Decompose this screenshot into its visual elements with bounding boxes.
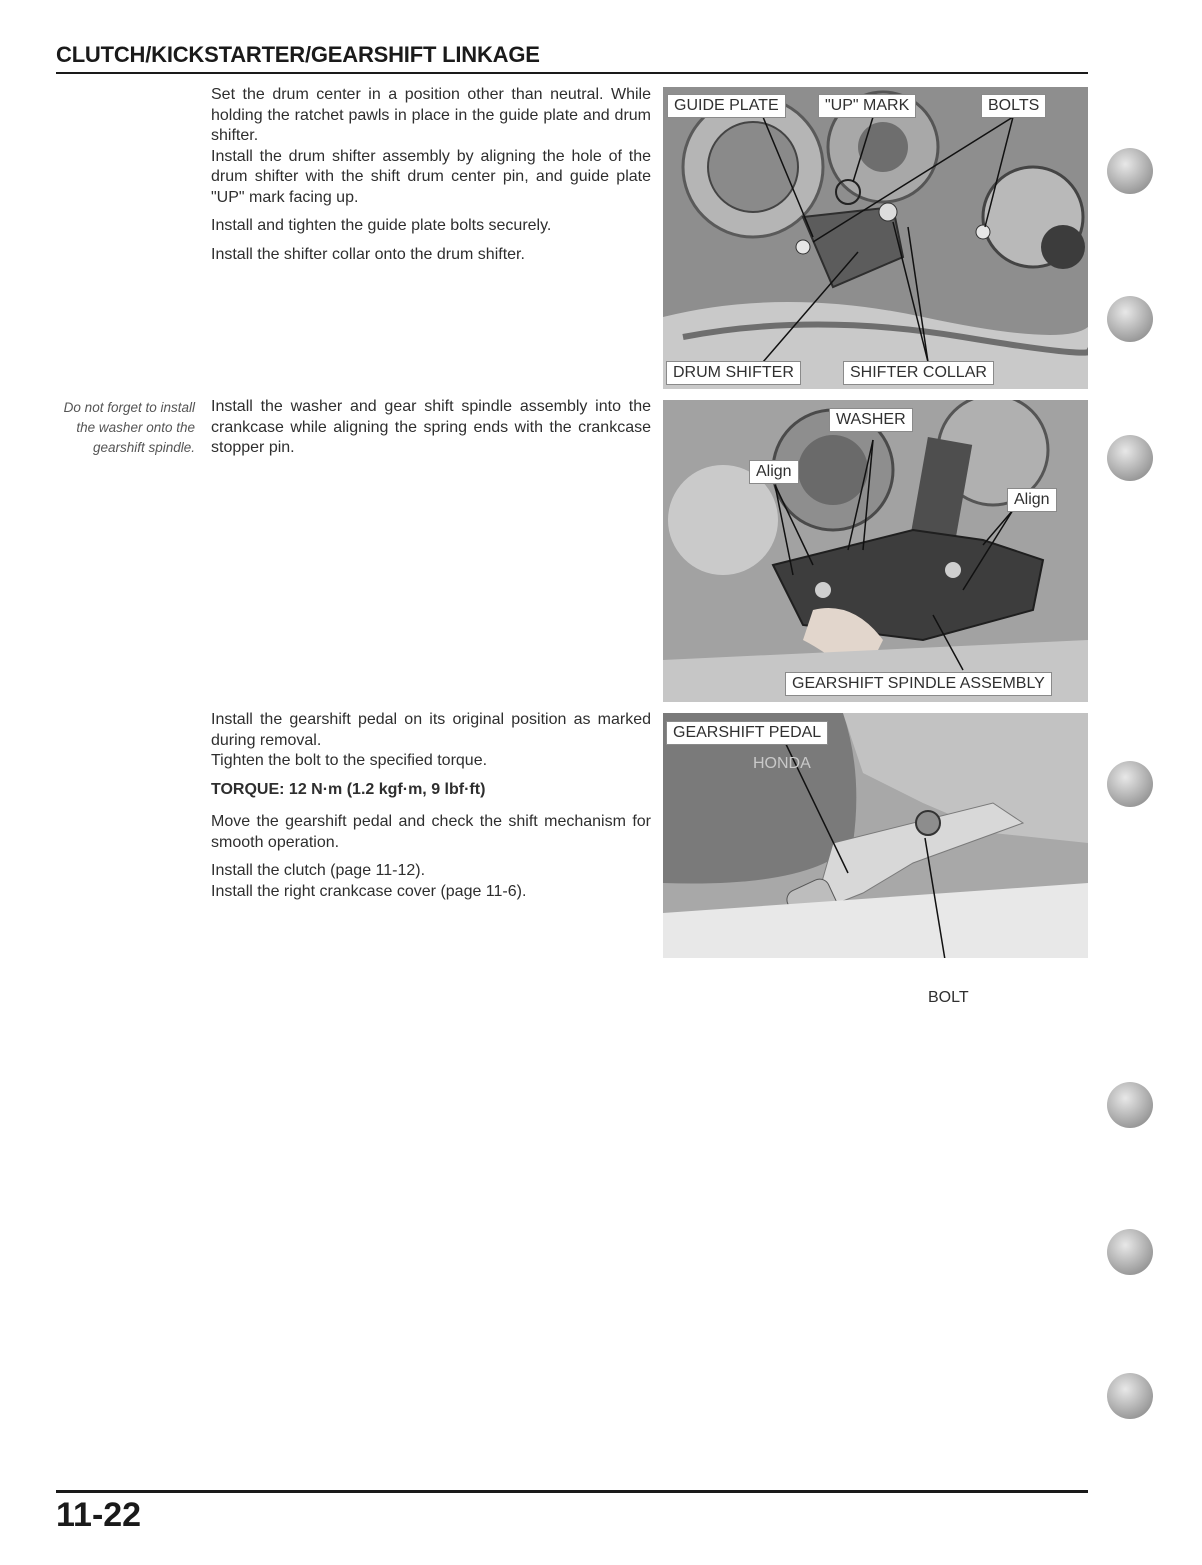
paragraph: Install the gearshift pedal on its original position as marked during removal. (211, 711, 651, 749)
paragraph: Install the washer and gear shift spindle assembly into the crankcase while aligning the spring ends with the crankcase stopper pin. (211, 398, 651, 456)
title-rule (56, 72, 1088, 74)
section-tab-marker (1107, 1373, 1153, 1419)
section-tab-marker (1107, 1082, 1153, 1128)
engine-photo-1 (663, 87, 1088, 389)
section-tab-marker (1107, 1229, 1153, 1275)
page-number: 11-22 (56, 1496, 142, 1534)
section-3-text (211, 710, 651, 910)
engine-photo-3 (663, 713, 1088, 958)
section-tab-marker (1107, 761, 1153, 807)
label-guide-plate: GUIDE PLATE (667, 94, 786, 118)
photo-drum-shifter (663, 87, 1088, 389)
paragraph: Install the drum shifter assembly by aligning the hole of the drum shifter with the shift drum center pin, and guide plate "UP" mark facing up. (211, 147, 651, 206)
section-1-text (211, 85, 651, 273)
paragraph: Set the drum center in a position other than neutral. While holding the ratchet pawls in place in the guide plate and drum shifter. (211, 86, 651, 144)
label-shifter-collar: SHIFTER COLLAR (843, 361, 994, 385)
section-tab-marker (1107, 435, 1153, 481)
section-2-text (211, 397, 651, 467)
label-bolt: BOLT (928, 989, 969, 1006)
footer-rule (56, 1490, 1088, 1493)
paragraph: Install the shifter collar onto the drum shifter. (211, 245, 525, 263)
section-tab-marker (1107, 296, 1153, 342)
label-washer: WASHER (829, 408, 913, 432)
label-align-right: Align (1007, 488, 1057, 512)
paragraph: Install the right crankcase cover (page 11-6). (211, 882, 527, 900)
paragraph: Move the gearshift pedal and check the shift mechanism for smooth operation. (211, 813, 651, 851)
torque-spec: TORQUE: 12 N·m (1.2 kgf·m, 9 lbf·ft) (211, 780, 486, 798)
label-spindle-assembly: GEARSHIFT SPINDLE ASSEMBLY (785, 672, 1052, 696)
photo-gearshift-pedal (663, 713, 1088, 958)
label-drum-shifter: DRUM SHIFTER (666, 361, 801, 385)
side-note: Do not forget to install the washer onto the gearshift spindle. (63, 400, 195, 455)
label-align-left: Align (749, 460, 799, 484)
label-bolts: BOLTS (981, 94, 1046, 118)
label-up-mark: "UP" MARK (818, 94, 916, 118)
label-gearshift-pedal: GEARSHIFT PEDAL (666, 721, 828, 745)
paragraph: Install and tighten the guide plate bolts securely. (211, 217, 552, 234)
paragraph: Install the clutch (page 11-12). (211, 862, 426, 879)
page-title: CLUTCH/KICKSTARTER/GEARSHIFT LINKAGE (56, 42, 540, 67)
photo-gearshift-spindle (663, 400, 1088, 702)
paragraph: Tighten the bolt to the specified torque. (211, 752, 488, 769)
honda-logo: HONDA (753, 755, 811, 772)
section-tab-marker (1107, 148, 1153, 194)
engine-photo-2 (663, 400, 1088, 702)
